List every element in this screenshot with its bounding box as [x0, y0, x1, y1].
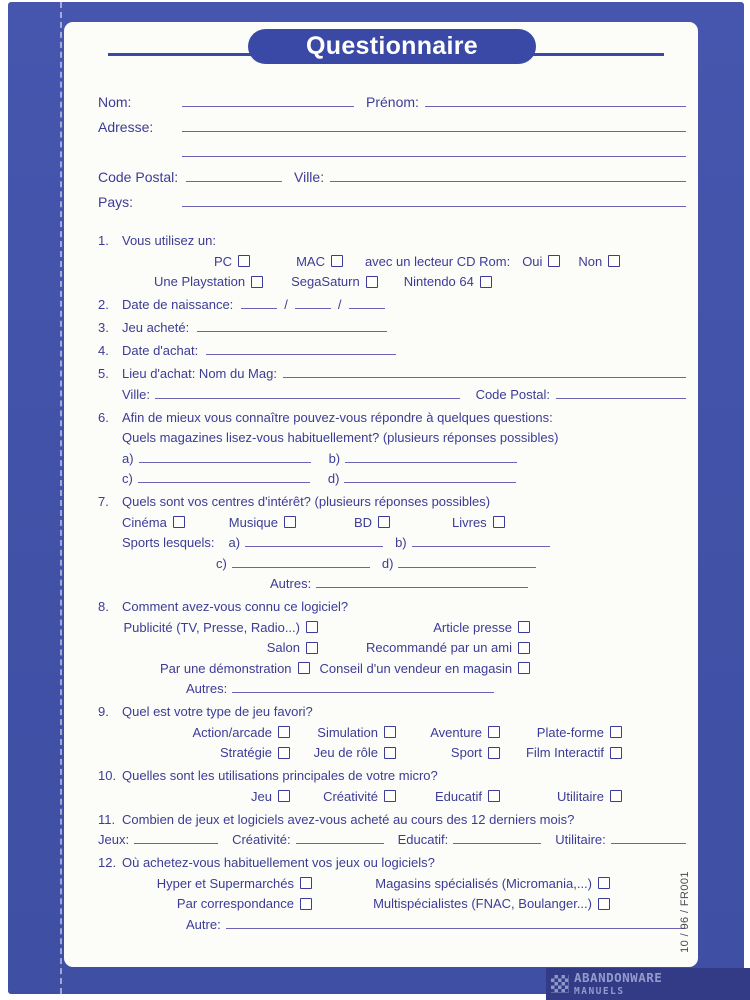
option-educatif: [435, 788, 500, 806]
blank-line[interactable]: [232, 680, 494, 693]
write-in-b: [395, 534, 550, 552]
option-column: [122, 895, 312, 913]
questions-list: [98, 232, 686, 934]
question-row: [98, 831, 686, 849]
question-3: [98, 319, 686, 337]
question-text: Quels sont vos centres d'intérêt? (plusieurs réponses possibles): [122, 494, 491, 509]
write-in-label: d): [327, 471, 340, 486]
blank-line[interactable]: [453, 831, 541, 844]
contact-row-nom: [98, 93, 686, 118]
option-column: [122, 724, 290, 742]
blank-line[interactable]: [138, 470, 310, 483]
option-jeu-de-role: [314, 744, 396, 762]
blank-line[interactable]: [345, 450, 517, 463]
write-in-b: [329, 450, 518, 468]
blank-line[interactable]: [197, 319, 387, 332]
checkbox-segasaturn[interactable]: [366, 276, 378, 288]
blank-line[interactable]: [232, 555, 370, 568]
write-in-label: b): [395, 535, 407, 550]
question-row: [122, 534, 686, 552]
question-9: [98, 703, 686, 762]
option-cinema: [122, 514, 185, 532]
print-code: 10 / 96 / FR001: [679, 871, 691, 953]
question-number: 6.: [98, 409, 109, 425]
option-label: Une Playstation: [154, 274, 246, 289]
option-label: BD: [353, 514, 372, 530]
option-label: Oui: [522, 253, 543, 269]
option-article-presse: [433, 619, 530, 637]
inline-label: Sports lesquels:: [122, 535, 215, 550]
question-text: Afin de mieux vous connaître pouvez-vous répondre à quelques questions:: [122, 409, 553, 425]
option-column: [396, 744, 500, 762]
question-row: [122, 724, 686, 742]
option-label: Par correspondance: [176, 896, 294, 911]
watermark: [546, 968, 750, 1000]
watermark-line2: MANUELS: [574, 985, 625, 997]
option-label: Multispécialistes (FNAC, Boulanger...): [373, 896, 592, 911]
option-column: [330, 619, 530, 637]
checkbox-livres[interactable]: [493, 516, 505, 528]
checkbox-jeu-de-role[interactable]: [384, 747, 396, 759]
option-aventure: [430, 724, 500, 742]
write-in-autres: [270, 575, 528, 593]
option-column: [500, 788, 622, 806]
write-in-autres: [186, 680, 494, 698]
write-in-creativite: [232, 831, 384, 849]
blank-line[interactable]: [134, 831, 218, 844]
adresse-input-line-2[interactable]: [182, 143, 686, 157]
checkbox-nintendo-64[interactable]: [480, 276, 492, 288]
question-row: [122, 386, 686, 404]
option-label: MAC: [296, 253, 325, 269]
question-number: 12.: [98, 855, 117, 870]
write-in-field: [206, 342, 396, 355]
write-in-label: a): [122, 450, 134, 466]
write-in-jeux: [98, 831, 218, 849]
checkbox-action-arcade[interactable]: [278, 726, 290, 738]
option-label: Créativité: [323, 788, 378, 804]
question-head: [98, 232, 686, 250]
option-column: [500, 744, 622, 762]
blank-line[interactable]: [139, 450, 311, 463]
question-row: [122, 470, 686, 488]
nom-input-line[interactable]: [182, 93, 354, 107]
question-6: [98, 409, 686, 489]
write-in-label: a): [228, 535, 241, 550]
contact-row-adresse-2: [98, 143, 686, 168]
option-simulation: [317, 724, 396, 742]
question-11: [98, 811, 686, 850]
option-mac: [296, 253, 343, 271]
question-row: [122, 450, 686, 468]
adresse-input-line[interactable]: [182, 118, 686, 132]
question-row: [122, 619, 686, 637]
checkbox-utilitaire[interactable]: [610, 790, 622, 802]
form-panel: [64, 22, 698, 967]
prenom-label: Prénom:: [366, 94, 419, 110]
question-2: [98, 296, 686, 314]
write-in-autre: [186, 916, 686, 934]
option-segasaturn: [291, 273, 378, 291]
question-row: [122, 639, 686, 657]
option-strategie: [220, 744, 290, 762]
blank-line[interactable]: [226, 916, 686, 929]
option-column: [122, 639, 318, 657]
checkbox-magasins-specialises-micromania[interactable]: [598, 877, 610, 889]
question-number: 10.: [98, 768, 117, 783]
question-text: Date d'achat:: [122, 343, 199, 358]
write-in-label: Autres:: [270, 576, 312, 591]
option-label: Stratégie: [219, 745, 272, 760]
checkbox-bd[interactable]: [378, 516, 390, 528]
question-number: 9.: [98, 704, 109, 719]
option-publicite-tv-presse-radio: [123, 619, 318, 637]
option-label: PC: [214, 253, 233, 269]
question-row: [122, 744, 686, 762]
blank-line[interactable]: [245, 534, 383, 547]
blank-line[interactable]: [611, 831, 686, 844]
option-column: [330, 639, 530, 657]
question-text: Quelles sont les utilisations principales de votre micro?: [122, 768, 438, 783]
question-row: [122, 514, 686, 532]
pays-label: Pays:: [98, 194, 134, 210]
write-in-a: [229, 534, 384, 552]
option-label: Jeu de rôle: [313, 745, 378, 760]
option-column: [500, 724, 622, 742]
option-column: [122, 744, 290, 762]
question-number: 4.: [98, 343, 109, 358]
question-row: [154, 273, 686, 291]
option-oui: [522, 253, 560, 271]
write-in-label: b): [328, 450, 341, 466]
perforation-line: [60, 2, 62, 994]
watermark-line1: ABANDONWARE: [574, 970, 663, 985]
question-number: 2.: [98, 297, 109, 312]
option-label: Cinéma: [122, 514, 167, 530]
write-in-label: Autres:: [186, 681, 228, 696]
option-label: Action/arcade: [192, 724, 272, 740]
adresse-label: Adresse:: [98, 119, 154, 135]
checkbox-une-playstation[interactable]: [251, 276, 263, 288]
question-text: Où achetez-vous habituellement vos jeux ou logiciels?: [122, 855, 435, 870]
checkbox-multispecialistes-fnac-boulanger[interactable]: [598, 898, 610, 910]
checkbox-hyper-et-supermarches[interactable]: [300, 877, 312, 889]
checkbox-strategie[interactable]: [278, 747, 290, 759]
option-jeu: [251, 788, 290, 806]
question-text: Quel est votre type de jeu favori?: [122, 704, 313, 719]
option-action-arcade: [193, 724, 291, 742]
write-in-a: [122, 450, 311, 468]
question-number: 3.: [98, 320, 109, 335]
option-label: Salon: [266, 640, 300, 655]
option-par-une-demonstration: [160, 660, 310, 678]
checkbox-sport[interactable]: [488, 747, 500, 759]
contact-section: [98, 93, 686, 218]
checkbox-creativite[interactable]: [384, 790, 396, 802]
checkbox-simulation[interactable]: [384, 726, 396, 738]
question-5: [98, 365, 686, 404]
option-label: Utilitaire: [557, 788, 604, 804]
question-row: [122, 429, 686, 447]
option-bd: [354, 514, 390, 532]
checkbox-article-presse[interactable]: [518, 621, 530, 633]
prenom-input-line[interactable]: [425, 93, 686, 107]
checkbox-educatif[interactable]: [488, 790, 500, 802]
checkbox-jeu[interactable]: [278, 790, 290, 802]
option-label: Musique: [228, 514, 278, 530]
write-in-label: Utilitaire:: [555, 832, 606, 847]
blank-line[interactable]: [344, 470, 516, 483]
question-head: [98, 811, 686, 829]
question-number: 8.: [98, 599, 109, 614]
question-row: [186, 680, 686, 698]
blank-line[interactable]: [283, 365, 686, 378]
write-in-educatif: [398, 831, 542, 849]
question-7: [98, 493, 686, 593]
option-label: Plate-forme: [536, 724, 604, 740]
inline-label: Quels magazines lisez-vous habituellement? (plusieurs réponses possibles): [122, 430, 559, 445]
option-label: Article presse: [433, 619, 512, 635]
option-utilitaire: [557, 788, 622, 806]
question-row: [122, 875, 686, 893]
blank-line[interactable]: [556, 386, 686, 399]
option-salon: [267, 639, 318, 657]
checkbox-aventure[interactable]: [488, 726, 500, 738]
option-column: [332, 875, 610, 893]
option-column: [290, 788, 396, 806]
question-head: [98, 365, 686, 383]
write-in-field: [197, 319, 387, 332]
checkbox-par-une-demonstration[interactable]: [298, 662, 310, 674]
option-nintendo-64: [404, 273, 492, 291]
contact-row-code-postal: [98, 168, 686, 193]
checkbox-film-interactif[interactable]: [610, 747, 622, 759]
option-label: Livres: [452, 514, 487, 530]
question-text: Comment avez-vous connu ce logiciel?: [122, 599, 349, 614]
write-in-utilitaire: [555, 831, 686, 849]
option-recommande-par-un-ami: [366, 639, 530, 657]
contact-row-pays: [98, 193, 686, 218]
question-number: 7.: [98, 494, 109, 509]
option-column: [290, 724, 396, 742]
write-in-d: [382, 555, 537, 573]
question-text: Lieu d'achat: Nom du Mag:: [122, 366, 277, 381]
checkbox-pc[interactable]: [238, 255, 250, 267]
title-text: Questionnaire: [306, 32, 478, 60]
option-label: Conseil d'un vendeur en magasin: [319, 660, 513, 676]
blank-line[interactable]: [296, 831, 384, 844]
contact-row-adresse: [98, 118, 686, 143]
question-10: [98, 767, 686, 806]
option-une-playstation: [154, 273, 263, 291]
question-text: Combien de jeux et logiciels avez-vous acheté au cours des 12 derniers mois?: [122, 811, 575, 827]
option-label: Hyper et Supermarchés: [156, 875, 294, 891]
option-par-correspondance: [177, 895, 312, 913]
write-in-d: [328, 470, 517, 488]
question-row: [214, 253, 686, 271]
nom-label: Nom:: [98, 94, 132, 110]
code-postal-label: Code Postal:: [98, 169, 179, 185]
checkbox-cinema[interactable]: [173, 516, 185, 528]
title-bar: [98, 29, 686, 75]
write-in-label: c): [216, 555, 227, 571]
option-column: [122, 619, 318, 637]
question-row: [216, 555, 686, 573]
blank-line[interactable]: [412, 534, 550, 547]
option-non: [578, 253, 620, 271]
question-head: [98, 598, 686, 616]
question-row: [122, 895, 686, 913]
option-column: [290, 744, 396, 762]
question-head: [98, 319, 686, 337]
checkbox-conseil-d-un-vendeur-en-magasin[interactable]: [518, 662, 530, 674]
question-12: [98, 854, 686, 934]
option-label: Recommandé par un ami: [366, 640, 512, 655]
question-number: 1.: [98, 233, 109, 248]
questionnaire-title: [248, 29, 536, 64]
question-head: [98, 854, 686, 872]
question-text: Vous utilisez un:: [122, 233, 216, 248]
option-livres: [452, 514, 505, 532]
option-column: [122, 875, 312, 893]
option-label: Non: [578, 253, 603, 269]
write-in-label: d): [381, 555, 394, 571]
write-in-field: [241, 296, 277, 309]
write-in-field: [349, 296, 385, 309]
option-label: Nintendo 64: [403, 274, 474, 289]
option-column: [332, 895, 610, 913]
option-column: [396, 724, 500, 742]
option-label: Aventure: [430, 724, 482, 740]
option-label: SegaSaturn: [291, 274, 360, 289]
blank-line[interactable]: [295, 296, 331, 309]
inline-label: /: [284, 297, 288, 312]
write-in-field: [556, 386, 686, 399]
inline-label: /: [337, 297, 342, 312]
question-head: [98, 409, 686, 427]
option-film-interactif: [526, 744, 622, 762]
option-label: Film Interactif: [525, 745, 604, 760]
write-in-field: [283, 365, 686, 378]
question-text: Jeu acheté:: [122, 320, 190, 335]
blank-line[interactable]: [316, 575, 528, 588]
question-head: [98, 703, 686, 721]
question-number: 5.: [98, 366, 109, 381]
blank-line[interactable]: [398, 555, 536, 568]
blank-line[interactable]: [241, 296, 277, 309]
write-in-c: [122, 470, 310, 488]
write-in-label: Autre:: [186, 916, 221, 932]
option-label: Publicité (TV, Presse, Radio...): [123, 619, 300, 635]
blank-line[interactable]: [206, 342, 396, 355]
checkbox-mac[interactable]: [331, 255, 343, 267]
question-1: [98, 232, 686, 291]
option-column: [122, 788, 290, 806]
question-head: [98, 296, 686, 314]
write-in-label: Créativité:: [232, 832, 291, 847]
write-in-c: [216, 555, 370, 573]
blank-line[interactable]: [155, 386, 460, 399]
option-musique: [229, 514, 296, 532]
checkbox-publicite-tv-presse-radio[interactable]: [306, 621, 318, 633]
watermark-text: [574, 972, 662, 996]
ville-label: Ville:: [294, 169, 325, 185]
code-postal-input-line[interactable]: [186, 168, 282, 182]
write-in-label: Educatif:: [397, 832, 449, 847]
inline-label: Code Postal:: [475, 386, 550, 402]
blank-line[interactable]: [349, 296, 385, 309]
option-plate-forme: [537, 724, 622, 742]
question-4: [98, 342, 686, 360]
question-row: [186, 916, 686, 934]
checkbox-par-correspondance[interactable]: [300, 898, 312, 910]
option-column: [396, 788, 500, 806]
option-label: Jeu: [251, 788, 272, 804]
ville-input-line[interactable]: [330, 168, 686, 182]
write-in-label: c): [122, 471, 133, 486]
question-row: [160, 660, 686, 678]
question-8: [98, 598, 686, 698]
checkbox-recommande-par-un-ami[interactable]: [518, 642, 530, 654]
question-text: Date de naissance:: [122, 297, 234, 312]
question-row: [122, 788, 686, 806]
write-in-label: Ville:: [122, 386, 150, 402]
write-in-ville: [122, 386, 460, 404]
option-label: Par une démonstration: [160, 660, 292, 676]
option-hyper-et-supermarches: [157, 875, 312, 893]
option-label: Educatif: [435, 788, 482, 804]
write-in-field: [295, 296, 331, 309]
write-in-label: Jeux:: [98, 832, 130, 847]
option-multispecialistes-fnac-boulanger: [373, 895, 610, 913]
question-head: [98, 342, 686, 360]
option-label: Simulation: [317, 724, 378, 740]
option-sport: [451, 744, 500, 762]
pays-input-line[interactable]: [182, 193, 686, 207]
checkbox-musique[interactable]: [284, 516, 296, 528]
option-label: Magasins spécialisés (Micromania,...): [375, 875, 592, 891]
question-number: 11.: [98, 811, 116, 827]
inline-label: avec un lecteur CD Rom:: [364, 253, 511, 269]
option-conseil-d-un-vendeur-en-magasin: [320, 660, 531, 678]
option-pc: [214, 253, 250, 271]
question-head: [98, 493, 686, 511]
checkbox-plate-forme[interactable]: [610, 726, 622, 738]
option-magasins-specialises-micromania: [375, 875, 610, 893]
question-row: [270, 575, 686, 593]
option-label: Sport: [450, 745, 482, 760]
pixel-grid-icon: [551, 975, 569, 993]
question-head: [98, 767, 686, 785]
checkbox-oui[interactable]: [548, 255, 560, 267]
checkbox-non[interactable]: [608, 255, 620, 267]
option-creativite: [323, 788, 396, 806]
checkbox-salon[interactable]: [306, 642, 318, 654]
